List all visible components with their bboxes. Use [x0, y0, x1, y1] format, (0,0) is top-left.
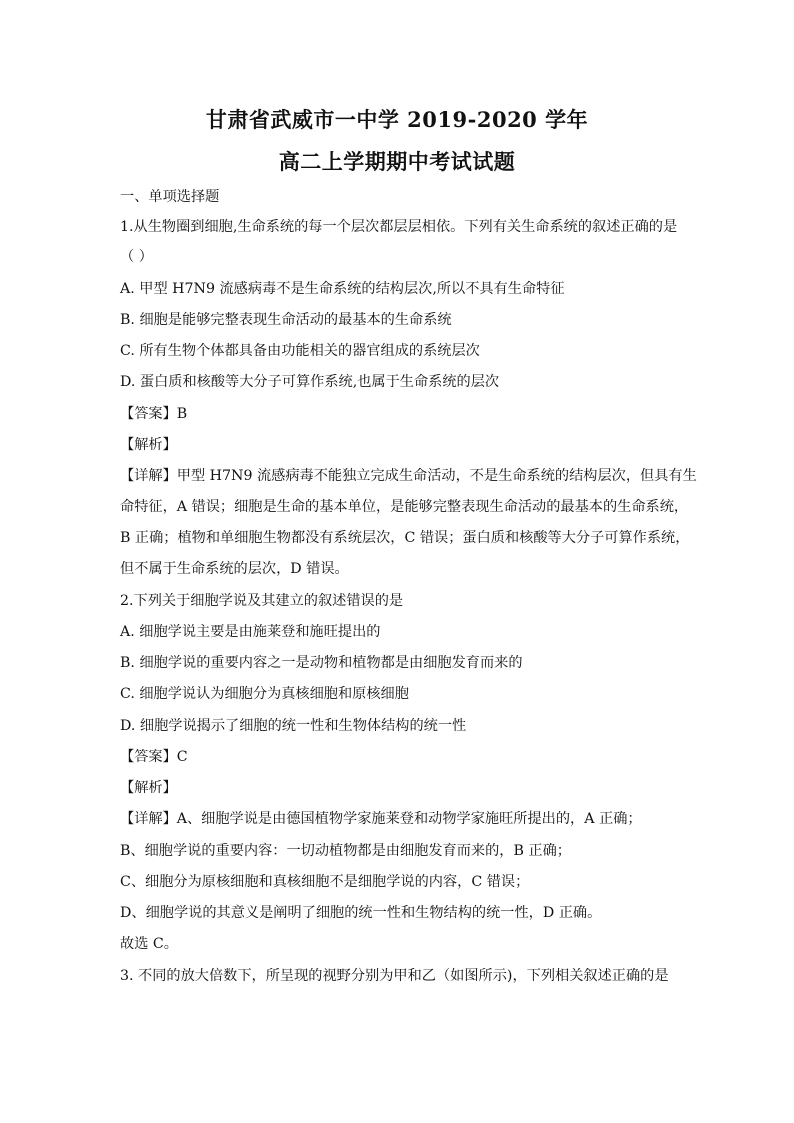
document-title-line2: 高二上学期期中考试试题 [278, 149, 516, 174]
q1-answer: 【答案】B [120, 406, 188, 422]
q2-option-d: D. 细胞学说揭示了细胞的统一性和生物体结构的统一性 [120, 718, 467, 734]
q1-detail-line: B 正确；植物和单细胞生物都没有系统层次，C 错误；蛋白质和核酸等大分子可算作系统， [120, 530, 690, 546]
q1-blank: （ ） [120, 249, 153, 265]
section-heading: 一、单项选择题 [120, 189, 220, 205]
q1-detail-line: 【详解】甲型 H7N9 流感病毒不能独立完成生命活动，不是生命系统的结构层次，但具有生 [120, 468, 697, 484]
q1-detail-line: 命特征，A 错误；细胞是生命的基本单位，是能够完整表现生命活动的最基本的生命系统， [120, 499, 689, 515]
q2-analysis-label: 【解析】 [120, 780, 177, 796]
q2-option-a: A. 细胞学说主要是由施莱登和施旺提出的 [120, 624, 381, 640]
q1-option-c: C. 所有生物个体都具备由功能相关的器官组成的系统层次 [120, 343, 480, 359]
q1-stem: 1.从生物圈到细胞,生命系统的每一个层次都层层相依。下列有关生命系统的叙述正确的是 [120, 219, 678, 235]
q1-detail-line: 但不属于生命系统的层次，D 错误。 [120, 561, 349, 577]
q2-option-b: B. 细胞学说的重要内容之一是动物和植物都是由细胞发育而来的 [120, 655, 523, 671]
document-title-line1: 甘肃省武威市一中学 2019-2020 学年 [205, 107, 589, 132]
q2-detail-line: D、细胞学说的其意义是阐明了细胞的统一性和生物结构的统一性，D 正确。 [120, 905, 602, 921]
q1-option-a: A. 甲型 H7N9 流感病毒不是生命系统的结构层次,所以不具有生命特征 [120, 281, 565, 297]
q2-option-c: C. 细胞学说认为细胞分为真核细胞和原核细胞 [120, 686, 409, 702]
q1-option-b: B. 细胞是能够完整表现生命活动的最基本的生命系统 [120, 312, 452, 328]
q2-detail-line: C、细胞分为原核细胞和真核细胞不是细胞学说的内容，C 错误； [120, 874, 530, 890]
q2-answer: 【答案】C [120, 749, 188, 765]
q1-option-d: D. 蛋白质和核酸等大分子可算作系统,也属于生命系统的层次 [120, 374, 500, 390]
q3-stem: 3. 不同的放大倍数下，所呈现的视野分别为甲和乙（如图所示)，下列相关叙述正确的是 [120, 968, 669, 984]
q2-stem: 2.下列关于细胞学说及其建立的叙述错误的是 [120, 593, 404, 609]
q2-detail-line: 故选 C。 [120, 936, 178, 952]
q1-analysis-label: 【解析】 [120, 437, 177, 453]
q2-detail-line: B、细胞学说的重要内容：一切动植物都是由细胞发育而来的，B 正确； [120, 843, 571, 859]
q2-detail-line: 【详解】A、细胞学说是由德国植物学家施莱登和动物学家施旺所提出的，A 正确； [120, 811, 642, 827]
